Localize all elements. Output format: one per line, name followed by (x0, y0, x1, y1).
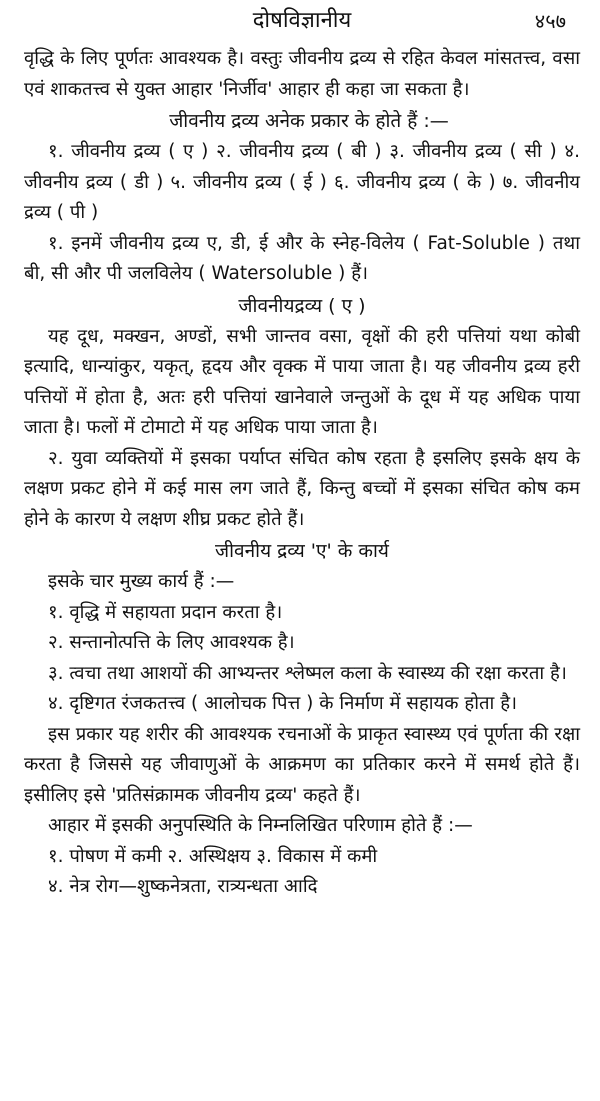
paragraph-sources: यह दूध, मक्खन, अण्डों, सभी जान्तव वसा, वृक्षों की हरी पत्तियां यथा कोबी इत्यादि, धान्यांकुर, यकृत्, हृदय और वृक्क में पाया जाता है। यह जीवनीय द्रव्य हरी पत्तियों में होता है, अतः हरी पत्तियां खानेवाले जन्तुओं के दूध में यह अधिक पाया जाता है। फलों में टोमाटो में यह अधिक पाया जाता है। (24, 325, 580, 438)
paragraph-reserves: २. युवा व्यक्तियों में इसका पर्याप्त संचित कोष रहता है इसलिए इसके क्षय के लक्षण प्रकट होने में कई मास लग जाते हैं, किन्तु बच्चों में इसका संचित कोष कम होने के कारण ये लक्षण शीघ्र प्रकट होते हैं। (24, 447, 580, 530)
function-item-1: १. वृद्धि में सहायता प्रदान करता है। (48, 601, 283, 623)
heading-functions: जीवनीय द्रव्य 'ए' के कार्य (215, 540, 389, 562)
deficiency-item-1-3: १. पोषण में कमी २. अस्थिक्षय ३. विकास में कमी (48, 845, 378, 867)
paragraph-types-list: १. जीवनीय द्रव्य ( ए ) २. जीवनीय द्रव्य ( बी ) ३. जीवनीय द्रव्य ( सी ) ४. जीवनीय द्रव्य ( डी ) ५. जीवनीय द्रव्य ( ई ) ६. जीवनीय द्रव्य ( के ) ७. जीवनीय द्रव्य ( पी ) (24, 141, 580, 223)
function-item-2: २. सन्तानोत्पत्ति के लिए आवश्यक है। (48, 632, 295, 653)
paragraph-protection: इस प्रकार यह शरीर की आवश्यक रचनाओं के प्राकृत स्वास्थ्य एवं पूर्णता की रक्षा करता है जिससे यह जीवाणुओं के आक्रमण का प्रतिकार करने में समर्थ होते हैं। इसीलिए इसे 'प्रतिसंक्रामक जीवनीय द्रव्य' कहते हैं। (24, 723, 580, 806)
paragraph-growth: वृद्धि के लिए पूर्णतः आवश्यक है। वस्तुः जीवनीय द्रव्य से रहित केवल मांसतत्त्व, वसा एवं शाकतत्त्व से युक्त आहार 'निर्जीव' आहार ही कहा जा सकता है। (24, 48, 580, 100)
running-title: दोषविज्ञानीय (252, 8, 352, 33)
functions-intro: इसके चार मुख्य कार्य हैं :— (48, 571, 235, 592)
heading-types: जीवनीय द्रव्य अनेक प्रकार के होते हैं :— (169, 110, 449, 132)
deficiency-intro: आहार में इसकी अनुपस्थिति के निम्नलिखित परिणाम होते हैं :— (48, 815, 473, 836)
paragraph-solubility: १. इनमें जीवनीय द्रव्य ए, डी, ई और के स्नेह-विलेय ( Fat-Soluble ) तथा बी, सी और पी जलविलेय ( Watersoluble ) हैं। (24, 232, 580, 284)
deficiency-item-4: ४. नेत्र रोग—शुष्कनेत्रता, रात्र्यन्धता आदि (48, 876, 318, 897)
heading-vitamin-a: जीवनीयद्रव्य ( ए ) (238, 294, 366, 317)
page-header (24, 0, 580, 44)
function-item-4: ४. दृष्टिगत रंजकतत्त्व ( आलोचक पित्त ) के निर्माण में सहायक होता है। (48, 693, 518, 714)
function-item-3: ३. त्वचा तथा आशयों की आभ्यन्तर श्लेष्मल कला के स्वास्थ्य की रक्षा करता है। (48, 662, 567, 684)
page-number: ४५७ (534, 9, 566, 33)
